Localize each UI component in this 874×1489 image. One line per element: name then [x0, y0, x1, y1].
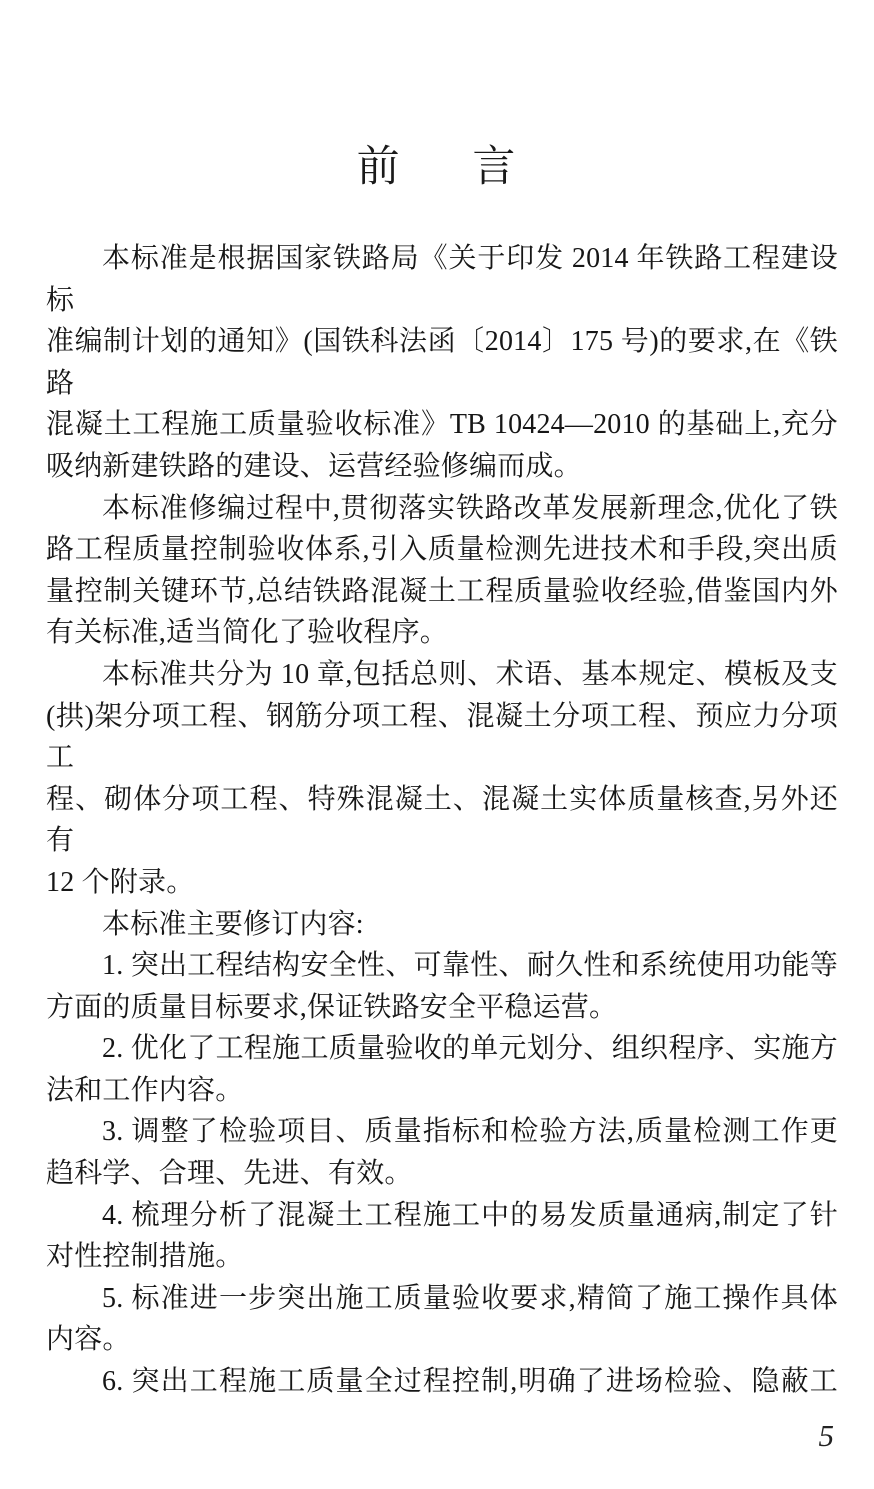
- body-line: 量控制关键环节,总结铁路混凝土工程质量验收经验,借鉴国内外: [46, 575, 838, 607]
- body-line: (拱)架分项工程、钢筋分项工程、混凝土分项工程、预应力分项工: [46, 700, 838, 774]
- preface-body: [46, 238, 838, 1403]
- page-number: 5: [818, 1418, 834, 1453]
- document-page: [0, 146, 874, 1489]
- body-line: 本标准共分为 10 章,包括总则、术语、基本规定、模板及支: [102, 658, 838, 690]
- body-line: 程、砌体分项工程、特殊混凝土、混凝土实体质量核查,另外还有: [46, 783, 838, 857]
- body-line: 吸纳新建铁路的建设、运营经验修编而成。: [46, 450, 582, 482]
- body-line: 本标准是根据国家铁路局《关于印发 2014 年铁路工程建设标: [46, 243, 838, 316]
- page-title: 前 言: [356, 144, 518, 191]
- body-line: 12 个附录。: [46, 866, 195, 898]
- body-line: 趋科学、合理、先进、有效。: [46, 1158, 413, 1190]
- body-line: 法和工作内容。: [46, 1074, 244, 1106]
- body-line: 本标准主要修订内容:: [102, 908, 364, 940]
- body-line: 5. 标准进一步突出施工质量验收要求,精简了施工操作具体: [102, 1282, 838, 1314]
- body-line: 1. 突出工程结构安全性、可靠性、耐久性和系统使用功能等: [102, 950, 838, 982]
- body-line: 方面的质量目标要求,保证铁路安全平稳运营。: [46, 991, 618, 1023]
- body-line: 混凝土工程施工质量验收标准》TB 10424—2010 的基础上,充分: [46, 409, 838, 441]
- body-line: 4. 梳理分析了混凝土工程施工中的易发质量通病,制定了针: [102, 1199, 838, 1231]
- body-line: 路工程质量控制验收体系,引入质量检测先进技术和手段,突出质: [46, 534, 838, 566]
- body-line: 6. 突出工程施工质量全过程控制,明确了进场检验、隐蔽工: [102, 1366, 838, 1398]
- body-line: 内容。: [46, 1324, 131, 1356]
- body-line: 有关标准,适当简化了验收程序。: [46, 617, 449, 649]
- body-line: 本标准修编过程中,贯彻落实铁路改革发展新理念,优化了铁: [102, 492, 838, 524]
- body-line: 3. 调整了检验项目、质量指标和检验方法,质量检测工作更: [102, 1116, 838, 1148]
- body-line: 2. 优化了工程施工质量验收的单元划分、组织程序、实施方: [102, 1033, 838, 1065]
- body-line: 准编制计划的通知》(国铁科法函〔2014〕175 号)的要求,在《铁路: [46, 326, 838, 399]
- body-line: 对性控制措施。: [46, 1241, 244, 1273]
